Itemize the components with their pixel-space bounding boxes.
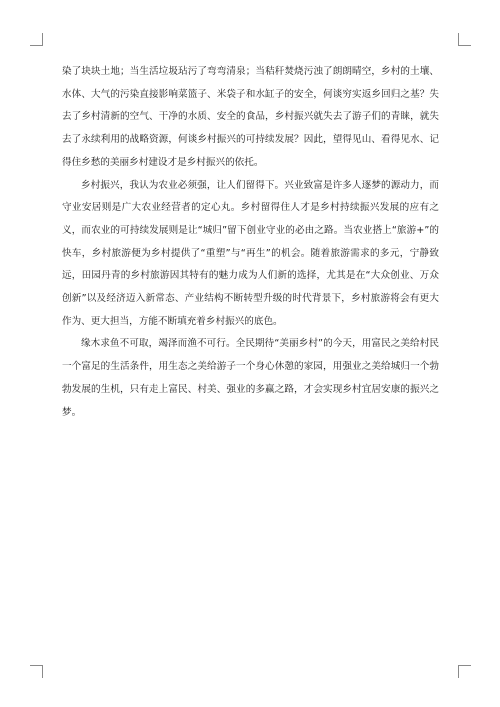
crop-mark-top-left	[30, 33, 43, 46]
paragraph-2: 乡村振兴，我认为农业必须强，让人们留得下。兴业致富是许多人逐梦的源动力，而守业安居则是广大农业经营者的定心丸。乡村留得住人才是乡村持续振兴发展的应有之义，而农业的可持续发展则是让“城归”留下创业守业的必由之路。当农业搭上“旅游+”的快车，乡村旅游便为乡村提供了“重塑”与“再生”的机会。随着旅游需求的多元，宁静致远，田园丹青的乡村旅游因其特有的魅力成为人们新的选择，尤其是在“大众创业、万众创新”以及经济迈入新常态、产业结构不断转型升级的时代背景下，乡村旅游将会有更大作为、更大担当，方能不断填充着乡村振兴的底色。	[62, 179, 439, 327]
paragraph-3: 缘木求鱼不可取，竭泽而渔不可行。全民期待“美丽乡村”的今天，用富民之美给村民一个富足的生活条件，用生态之美给游子一个身心休憩的家园，用强业之美给城归一个勃勃发展的生机，只有走上富民、村美、强业的多赢之路，才会实现乡村宜居安康的振兴之梦。	[62, 338, 439, 418]
document-body	[62, 61, 439, 424]
crop-mark-bottom-right	[458, 665, 471, 678]
crop-mark-top-right	[458, 33, 471, 46]
paragraph-1: 染了块块土地；当生活垃圾玷污了弯弯清泉；当秸秆焚烧污浊了朗朗晴空，乡村的土壤、水体、大气的污染直接影响菜篮子、米袋子和水缸子的安全，何谈穷实返乡回归之基？失去了乡村清新的空气、干净的水质、安全的食品，乡村振兴就失去了游子们的青睐，就失去了永续利用的战略资源，何谈乡村振兴的可持续发展？因此，望得见山、看得见水、记得住乡愁的美丽乡村建设才是乡村振兴的依托。	[62, 66, 439, 168]
crop-mark-bottom-left	[30, 665, 43, 678]
